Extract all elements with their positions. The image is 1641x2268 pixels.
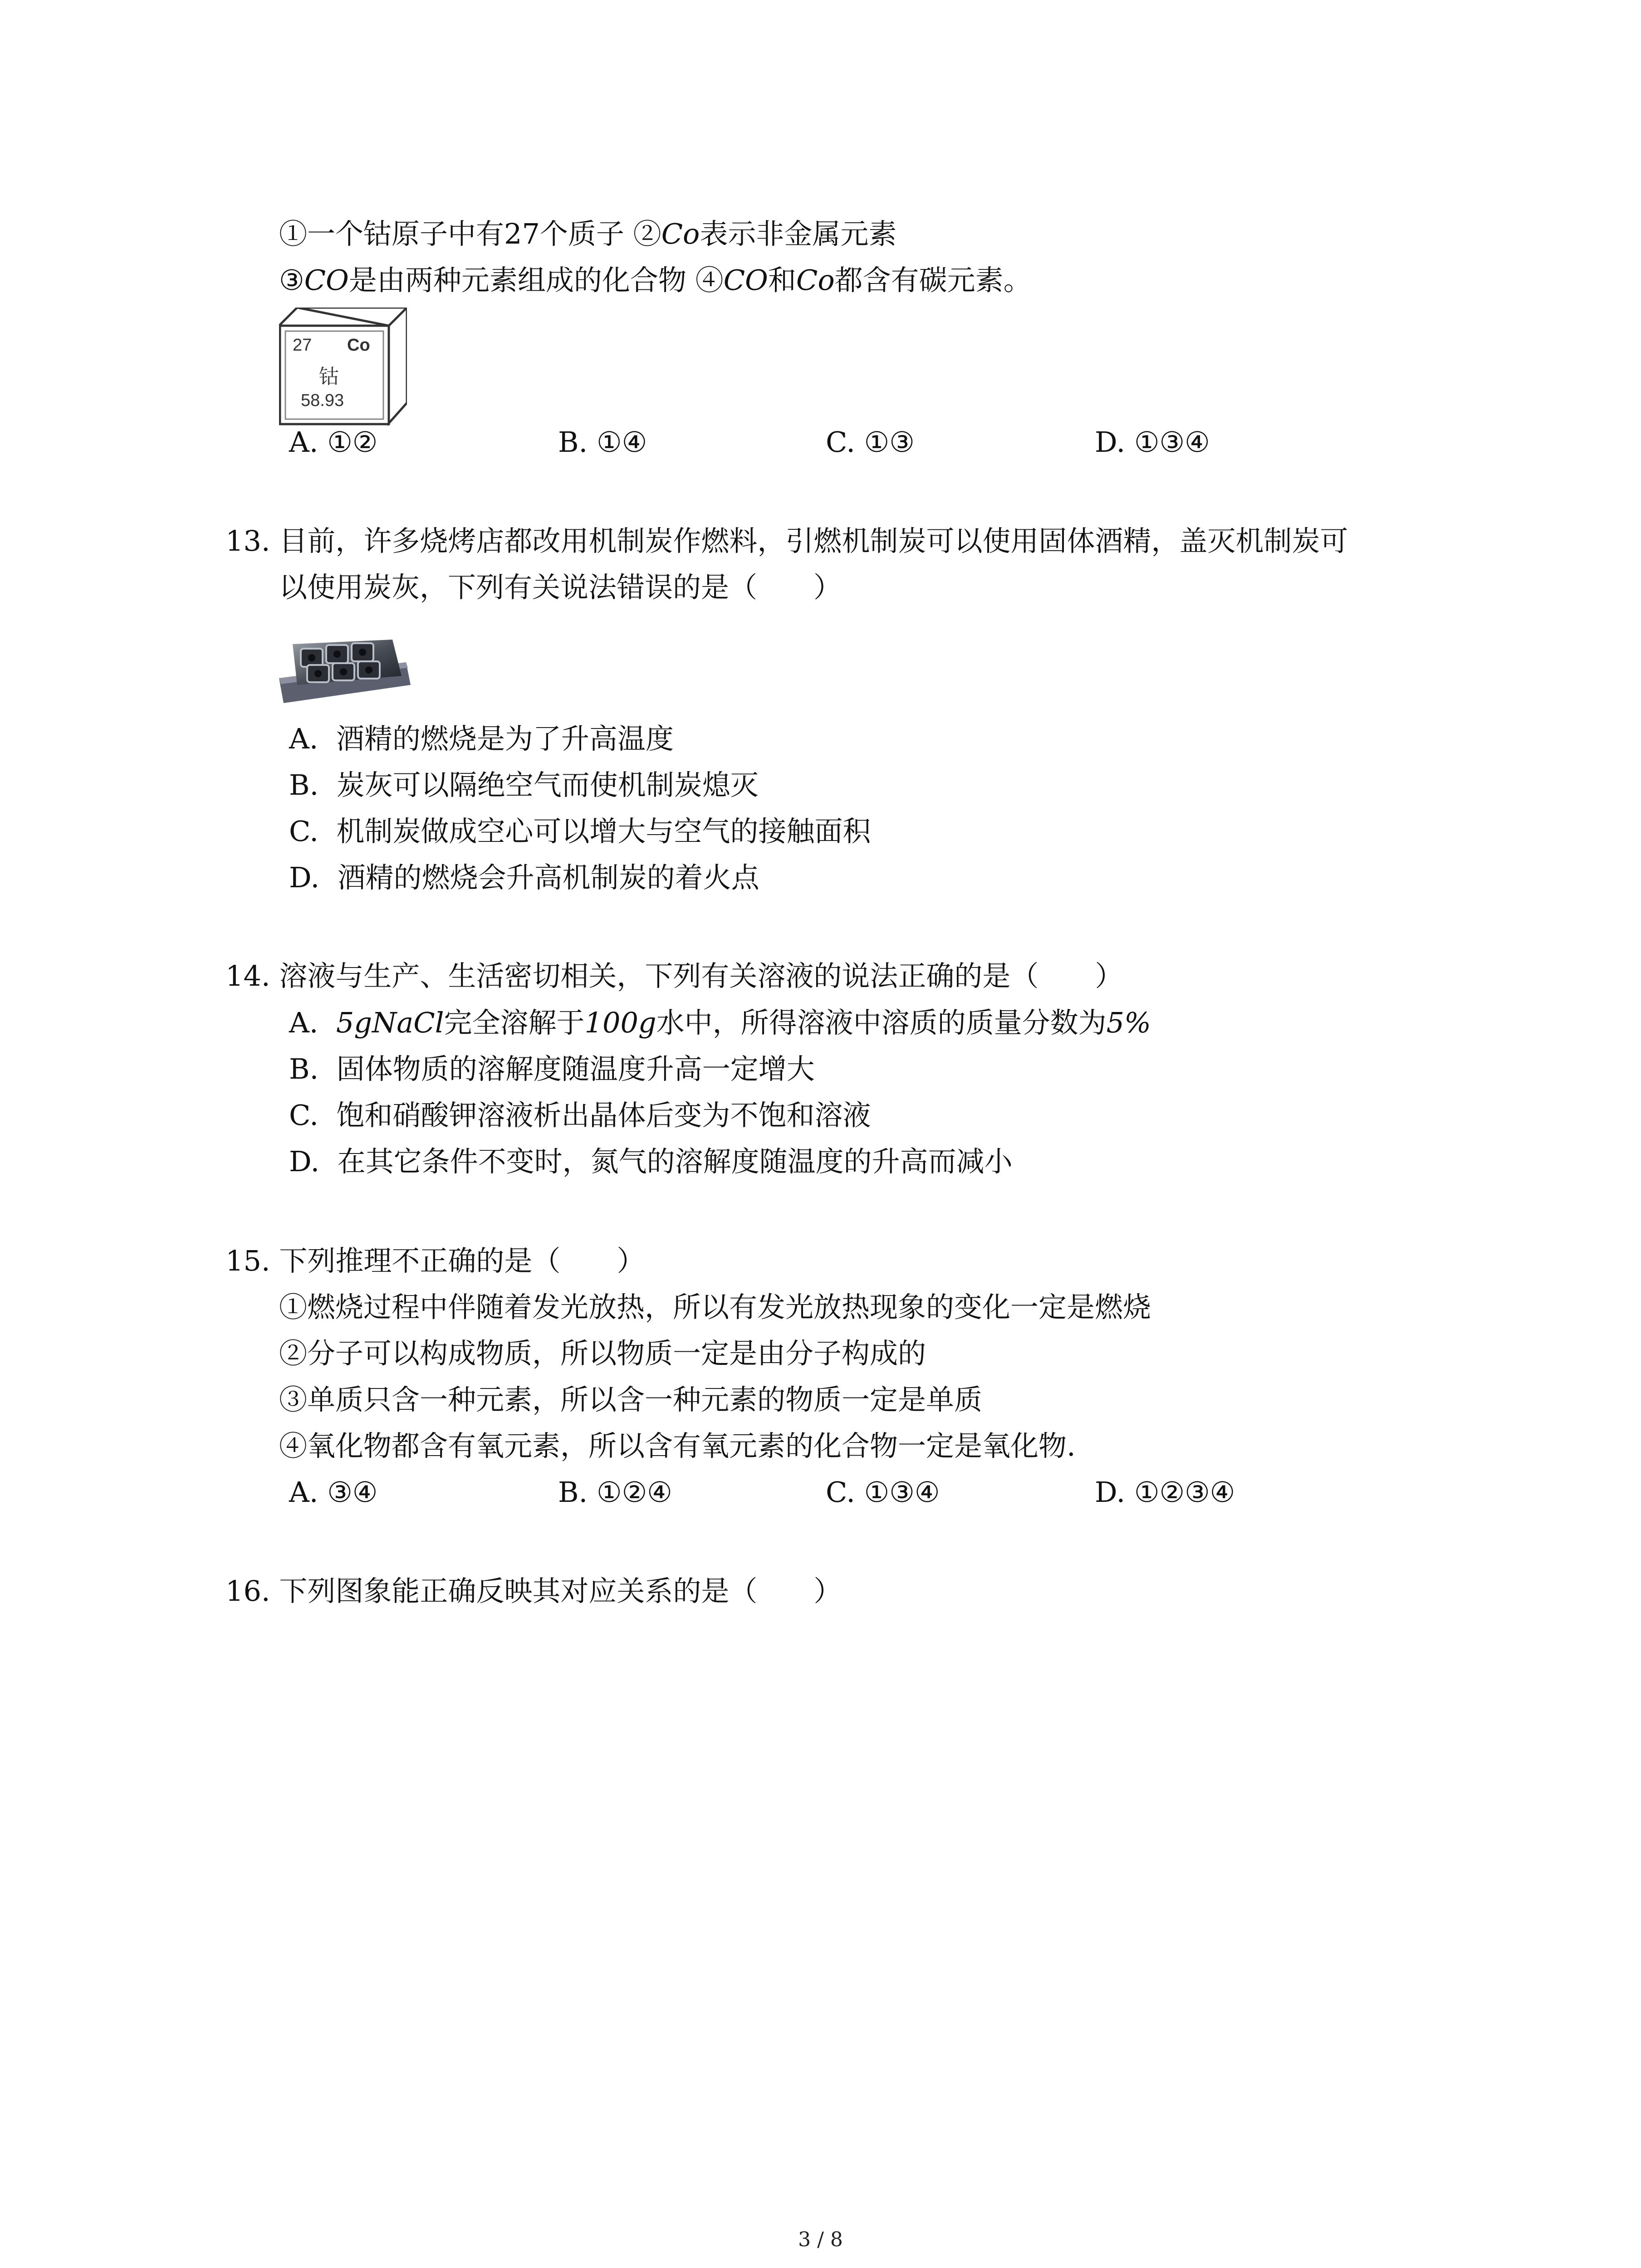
q15-option-b[interactable]: B. ①②④ (558, 1476, 672, 1509)
q14-option-a[interactable]: A. 5gNaCl完全溶解于100g水中，所得溶液中溶质的质量分数为5% (289, 1006, 1151, 1039)
q14-option-d[interactable]: D. 在其它条件不变时，氮气的溶解度随温度的升高而减小 (289, 1145, 1013, 1178)
q14-stem: 14. 溶液与生产、生活密切相关，下列有关溶液的说法正确的是（ ） (225, 959, 1123, 992)
charcoal-briquettes-image (279, 635, 411, 703)
q15-option-c[interactable]: C. ①③④ (826, 1476, 940, 1509)
q12-option-b[interactable]: B. ①④ (558, 425, 647, 459)
charcoal-icon (279, 635, 411, 703)
q12-option-c[interactable]: C. ①③ (826, 425, 915, 459)
cobalt-symbol: Co (661, 217, 700, 250)
q12-statement-line-2: ③CO是由两种元素组成的化合物 ④CO和Co都含有碳元素。 (279, 264, 1032, 297)
q13-option-a[interactable]: A. 酒精的燃烧是为了升高温度 (289, 722, 674, 755)
q16-number: 16. (225, 1574, 270, 1608)
q14-number: 14. (225, 959, 270, 992)
q15-stem: 15. 下列推理不正确的是（ ） (225, 1244, 645, 1277)
q12-statement-line-1: ①一个钴原子中有27个质子 ②Co表示非金属元素 (279, 217, 897, 250)
q13-stem-line-2: 以使用炭灰，下列有关说法错误的是（ ） (279, 571, 842, 604)
q13-number: 13. (225, 524, 270, 557)
q12-option-a[interactable]: A. ①② (289, 425, 378, 459)
q13-stem-line-1: 13. 目前，许多烧烤店都改用机制炭作燃料，引燃机制炭可以使用固体酒精，盖灭机制炭可 (225, 524, 1348, 557)
q13-option-b[interactable]: B. 炭灰可以隔绝空气而使机制炭熄灭 (289, 768, 759, 802)
q15-statement-2: ②分子可以构成物质，所以物质一定是由分子构成的 (279, 1337, 926, 1370)
element-atomic-mass: 58.93 (301, 391, 344, 410)
q16-stem: 16. 下列图象能正确反映其对应关系的是（ ） (225, 1574, 842, 1608)
q13-option-c[interactable]: C. 机制炭做成空心可以增大与空气的接触面积 (289, 815, 871, 848)
q15-option-a[interactable]: A. ③④ (289, 1476, 378, 1509)
q15-number: 15. (225, 1244, 270, 1277)
element-name: 钴 (319, 365, 339, 388)
element-atomic-number: 27 (293, 336, 312, 355)
q13-option-d[interactable]: D. 酒精的燃烧会升高机制炭的着火点 (289, 861, 759, 894)
q15-option-d[interactable]: D. ①②③④ (1095, 1476, 1235, 1509)
q15-statement-1: ①燃烧过程中伴随着发光放热，所以有发光放热现象的变化一定是燃烧 (279, 1290, 1151, 1324)
page-number: 3 / 8 (798, 2228, 843, 2251)
q12-option-d[interactable]: D. ①③④ (1095, 425, 1210, 459)
element-symbol: Co (347, 336, 370, 355)
q14-option-c[interactable]: C. 饱和硝酸钾溶液析出晶体后变为不饱和溶液 (289, 1099, 871, 1132)
q15-statement-4: ④氧化物都含有氧元素，所以含有氧元素的化合物一定是氧化物. (279, 1429, 1076, 1462)
q15-statement-3: ③单质只含一种元素，所以含一种元素的物质一定是单质 (279, 1383, 983, 1416)
cobalt-element-cube (279, 308, 407, 426)
q14-option-b[interactable]: B. 固体物质的溶解度随温度升高一定增大 (289, 1052, 815, 1085)
